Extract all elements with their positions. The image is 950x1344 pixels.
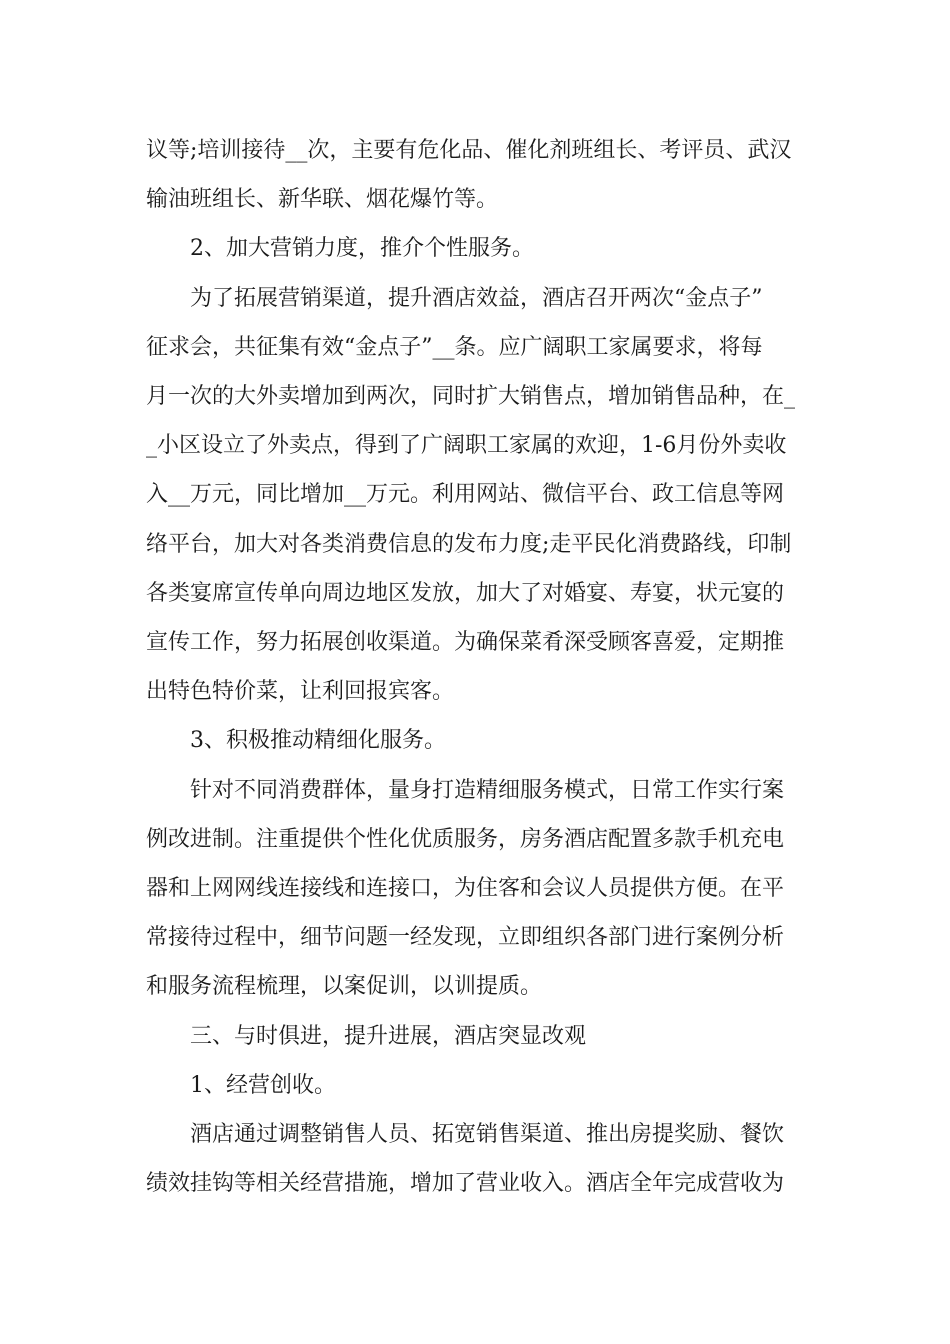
text-line: 酒店通过调整销售人员、拓宽销售渠道、推出房提奖励、餐饮 — [190, 1122, 785, 1148]
text-line: 出特色特价菜，让利回报宾客。 — [146, 679, 455, 705]
document-body — [146, 126, 806, 1208]
text-line: 例改进制。注重提供个性化优质服务，房务酒店配置多款手机充电 — [146, 826, 785, 852]
text-line: 各类宴席宣传单向周边地区发放，加大了对婚宴、寿宴，状元宴的 — [146, 580, 785, 606]
text-line: 输油班组长、新华联、烟花爆竹等。 — [146, 187, 499, 213]
text-line: 为了拓展营销渠道，提升酒店效益，酒店召开两次“金点子” — [190, 285, 763, 311]
text-line: 绩效挂钩等相关经营措施，增加了营业收入。酒店全年完成营收为 — [146, 1171, 785, 1197]
text-line: 月一次的大外卖增加到两次，同时扩大销售点，增加销售品种，在_ — [146, 384, 796, 410]
section-heading: 2、加大营销力度，推介个性服务。 — [190, 236, 534, 262]
text-line: 络平台，加大对各类消费信息的发布力度;走平民化消费路线，印制 — [146, 531, 792, 557]
text-line: _小区设立了外卖点，得到了广阔职工家属的欢迎，1-6月份外卖收 — [146, 433, 787, 459]
text-line: 入__万元，同比增加__万元。利用网站、微信平台、政工信息等网 — [146, 482, 785, 508]
chapter-heading: 三、与时俱进，提升进展，酒店突显改观 — [190, 1023, 587, 1049]
text-line: 议等;培训接待__次，主要有危化品、催化剂班组长、考评员、武汉 — [146, 138, 792, 163]
text-line: 常接待过程中，细节问题一经发现，立即组织各部门进行案例分析 — [146, 925, 785, 951]
section-heading: 3、积极推动精细化服务。 — [190, 728, 446, 754]
text-line: 征求会，共征集有效“金点子”__条。应广阔职工家属要求，将每 — [146, 334, 763, 360]
text-line: 针对不同消费群体，量身打造精细服务模式，日常工作实行案 — [190, 777, 785, 803]
section-heading: 1、经营创收。 — [190, 1072, 336, 1098]
text-line: 宣传工作，努力拓展创收渠道。为确保菜肴深受顾客喜爱，定期推 — [146, 630, 785, 656]
text-line: 器和上网网线连接线和连接口，为住客和会议人员提供方便。在平 — [146, 876, 785, 902]
text-line: 和服务流程梳理，以案促训，以训提质。 — [146, 974, 543, 1000]
